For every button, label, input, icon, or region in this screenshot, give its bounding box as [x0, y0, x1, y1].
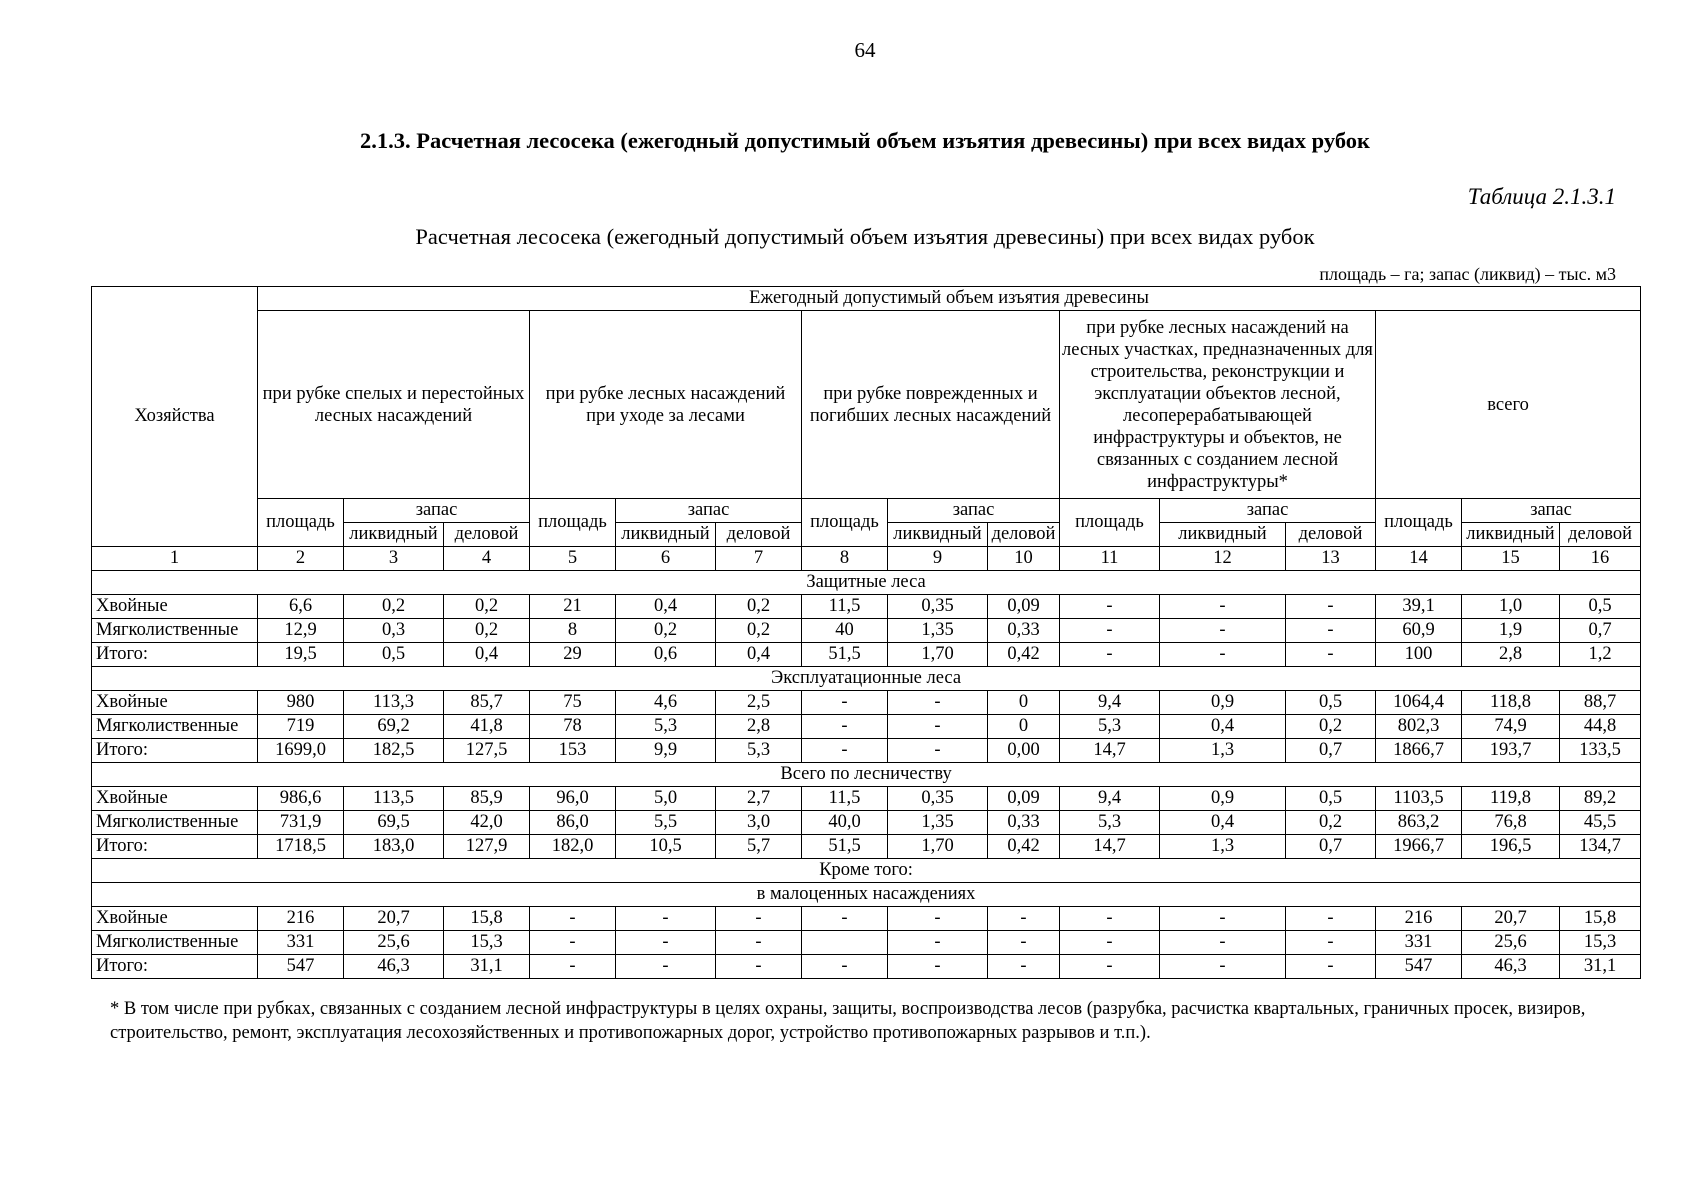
header-group-total: всего	[1376, 311, 1641, 499]
table-cell	[802, 931, 888, 955]
table-cell: 2,8	[716, 715, 802, 739]
table-cell: -	[716, 931, 802, 955]
table-cell: 0,5	[1286, 691, 1376, 715]
section-title-cell: Защитные леса	[92, 571, 1641, 595]
header-stock: запас	[1160, 499, 1376, 523]
table-cell: 863,2	[1376, 811, 1462, 835]
column-number: 3	[344, 547, 444, 571]
table-cell: 2,7	[716, 787, 802, 811]
table-cell: 100	[1376, 643, 1462, 667]
table-cell: 6,6	[258, 595, 344, 619]
table-cell: 731,9	[258, 811, 344, 835]
section-title-cell: Всего по лесничеству	[92, 763, 1641, 787]
table-cell: 44,8	[1560, 715, 1641, 739]
table-cell: 42,0	[444, 811, 530, 835]
header-business: деловой	[716, 523, 802, 547]
table-cell: 1,9	[1462, 619, 1560, 643]
table-cell: 119,8	[1462, 787, 1560, 811]
table-cell: 1,0	[1462, 595, 1560, 619]
table-cell: -	[530, 931, 616, 955]
table-cell: -	[1286, 643, 1376, 667]
table-cell: 45,5	[1560, 811, 1641, 835]
table-cell: 20,7	[1462, 907, 1560, 931]
header-area: площадь	[258, 499, 344, 547]
table-cell: 0,4	[1160, 715, 1286, 739]
column-number: 12	[1160, 547, 1286, 571]
header-area: площадь	[530, 499, 616, 547]
table-cell: 1699,0	[258, 739, 344, 763]
table-cell: 0,33	[988, 811, 1060, 835]
header-row-1	[92, 287, 1641, 311]
table-cell: 89,2	[1560, 787, 1641, 811]
table-cell: 51,5	[802, 643, 888, 667]
column-number: 1	[92, 547, 258, 571]
table-cell: 0,2	[444, 619, 530, 643]
table-cell: 980	[258, 691, 344, 715]
table-cell: -	[1286, 931, 1376, 955]
table-cell: 15,3	[1560, 931, 1641, 955]
table-cell: 11,5	[802, 595, 888, 619]
table-cell: 0,7	[1560, 619, 1641, 643]
table-cell: 0,35	[888, 595, 988, 619]
header-business: деловой	[1560, 523, 1641, 547]
table-cell: 11,5	[802, 787, 888, 811]
table-cell: 4,6	[616, 691, 716, 715]
table-cell: -	[530, 907, 616, 931]
table-cell: 0,42	[988, 643, 1060, 667]
table-cell: 12,9	[258, 619, 344, 643]
row-label: Хвойные	[92, 907, 258, 931]
table-cell: 0,4	[616, 595, 716, 619]
table-cell: -	[802, 955, 888, 979]
table-cell: -	[1160, 643, 1286, 667]
table-cell: -	[802, 739, 888, 763]
header-group-mature: при рубке спелых и перестойных лесных насаждений	[258, 311, 530, 499]
table-cell: -	[716, 955, 802, 979]
table-cell: 96,0	[530, 787, 616, 811]
table-cell: 0,2	[1286, 811, 1376, 835]
table-cell: 29	[530, 643, 616, 667]
row-label: Хвойные	[92, 595, 258, 619]
column-number: 8	[802, 547, 888, 571]
table-cell: -	[802, 715, 888, 739]
table-cell: 74,9	[1462, 715, 1560, 739]
table-cell: 31,1	[1560, 955, 1641, 979]
table-row	[92, 595, 1641, 619]
table-cell: 51,5	[802, 835, 888, 859]
table-cell: -	[616, 955, 716, 979]
header-group-damaged: при рубке поврежденных и погибших лесных насаждений	[802, 311, 1060, 499]
table-cell: -	[716, 907, 802, 931]
table-cell: -	[1060, 907, 1160, 931]
table-cell: 14,7	[1060, 739, 1160, 763]
table-cell: -	[1286, 619, 1376, 643]
table-cell: 31,1	[444, 955, 530, 979]
table-cell: -	[888, 739, 988, 763]
header-annual-volume: Ежегодный допустимый объем изъятия древесины	[258, 287, 1641, 311]
section-header-row	[92, 859, 1641, 883]
table-cell: 133,5	[1560, 739, 1641, 763]
header-business: деловой	[444, 523, 530, 547]
table-cell: 216	[1376, 907, 1462, 931]
table-cell: 182,5	[344, 739, 444, 763]
column-number: 6	[616, 547, 716, 571]
header-area: площадь	[802, 499, 888, 547]
table-cell: -	[888, 715, 988, 739]
table-cell: 75	[530, 691, 616, 715]
table-cell: 0,9	[1160, 691, 1286, 715]
table-cell: 193,7	[1462, 739, 1560, 763]
table-cell: 719	[258, 715, 344, 739]
table-cell: 5,5	[616, 811, 716, 835]
table-cell: 5,3	[1060, 715, 1160, 739]
table-row	[92, 691, 1641, 715]
table-cell: 46,3	[1462, 955, 1560, 979]
table-cell: -	[988, 907, 1060, 931]
table-cell: 9,4	[1060, 787, 1160, 811]
column-number: 5	[530, 547, 616, 571]
table-cell: 0,5	[1560, 595, 1641, 619]
table-cell: 3,0	[716, 811, 802, 835]
table-cell: 0,4	[716, 643, 802, 667]
row-label: Хвойные	[92, 787, 258, 811]
table-cell: 15,3	[444, 931, 530, 955]
header-liquid: ликвидный	[1160, 523, 1286, 547]
table-cell: 986,6	[258, 787, 344, 811]
table-cell: 1064,4	[1376, 691, 1462, 715]
logging-table	[91, 286, 1641, 979]
row-label: Итого:	[92, 955, 258, 979]
table-cell: 5,3	[616, 715, 716, 739]
table-cell: 40,0	[802, 811, 888, 835]
header-business: деловой	[988, 523, 1060, 547]
table-cell: 0,2	[716, 619, 802, 643]
table-cell: 0,35	[888, 787, 988, 811]
table-cell: 40	[802, 619, 888, 643]
table-cell: 331	[258, 931, 344, 955]
table-number: Таблица 2.1.3.1	[1467, 184, 1616, 209]
table-cell: 0,2	[616, 619, 716, 643]
table-cell: -	[888, 691, 988, 715]
header-business: деловой	[1286, 523, 1376, 547]
table-cell: 0,2	[444, 595, 530, 619]
table-cell: 0,2	[1286, 715, 1376, 739]
table-cell: -	[1060, 619, 1160, 643]
table-cell: 1966,7	[1376, 835, 1462, 859]
table-cell: 0,5	[344, 643, 444, 667]
table-cell: 15,8	[444, 907, 530, 931]
header-liquid: ликвидный	[344, 523, 444, 547]
header-stock: запас	[1462, 499, 1641, 523]
table-cell: -	[1160, 955, 1286, 979]
table-row	[92, 715, 1641, 739]
column-number: 11	[1060, 547, 1160, 571]
table-cell: -	[888, 955, 988, 979]
table-cell: 1718,5	[258, 835, 344, 859]
table-cell: -	[988, 955, 1060, 979]
header-area: площадь	[1060, 499, 1160, 547]
table-cell: -	[1160, 907, 1286, 931]
footnote: * В том числе при рубках, связанных с созданием лесной инфраструктуры в целях охраны, защиты, воспроизводства лесов (разрубка, расчистка квартальных, граничных просек, визиров, строительство, ремонт, эксплуатация лесохозяйственных и противопожарных дорог, устройство противопожарных разрывов и т.п.).	[110, 999, 1586, 1043]
table-cell: 14,7	[1060, 835, 1160, 859]
table-cell: -	[1286, 595, 1376, 619]
table-cell: 127,9	[444, 835, 530, 859]
table-cell: 25,6	[1462, 931, 1560, 955]
table-cell: 0	[988, 715, 1060, 739]
column-number: 16	[1560, 547, 1641, 571]
table-cell: 1,3	[1160, 835, 1286, 859]
table-cell: -	[1060, 643, 1160, 667]
table-cell: 9,4	[1060, 691, 1160, 715]
table-cell: 8	[530, 619, 616, 643]
header-area: площадь	[1376, 499, 1462, 547]
table-cell: 9,9	[616, 739, 716, 763]
table-cell: 127,5	[444, 739, 530, 763]
table-cell: 1,35	[888, 811, 988, 835]
table-cell: 88,7	[1560, 691, 1641, 715]
table-cell: 39,1	[1376, 595, 1462, 619]
table-cell: 0,09	[988, 595, 1060, 619]
header-stock: запас	[344, 499, 530, 523]
table-cell: 1,35	[888, 619, 988, 643]
table-row	[92, 835, 1641, 859]
table-cell: -	[616, 931, 716, 955]
table-cell: 118,8	[1462, 691, 1560, 715]
table-cell: 1,70	[888, 835, 988, 859]
table-cell: 41,8	[444, 715, 530, 739]
table-cell: -	[1286, 955, 1376, 979]
table-cell: -	[802, 691, 888, 715]
table-row	[92, 643, 1641, 667]
section-header-row	[92, 763, 1641, 787]
column-number: 2	[258, 547, 344, 571]
row-label: Итого:	[92, 835, 258, 859]
page-number: 64	[854, 38, 876, 62]
table-cell: 2,5	[716, 691, 802, 715]
table-cell: 113,5	[344, 787, 444, 811]
table-cell: 1,70	[888, 643, 988, 667]
table-cell: 86,0	[530, 811, 616, 835]
table-cell: 1,2	[1560, 643, 1641, 667]
table-cell: 0,09	[988, 787, 1060, 811]
table-cell: 2,8	[1462, 643, 1560, 667]
table-cell: 25,6	[344, 931, 444, 955]
table-cell: 0,4	[444, 643, 530, 667]
table-cell: -	[1160, 595, 1286, 619]
header-group-construction: при рубке лесных насаждений на лесных участках, предназначенных для строительства, реконструкции и эксплуатации объектов лесной, лесоперерабатывающей инфраструктуры и объектов, не связанных с созданием лесной инфраструктуры*	[1060, 311, 1376, 499]
table-cell: 10,5	[616, 835, 716, 859]
table-cell: 21	[530, 595, 616, 619]
header-stock: запас	[616, 499, 802, 523]
table-cell: 0,33	[988, 619, 1060, 643]
section-title-cell: Кроме того:	[92, 859, 1641, 883]
table-cell: 0,7	[1286, 739, 1376, 763]
table-cell: 802,3	[1376, 715, 1462, 739]
header-row-2	[92, 311, 1641, 499]
section-title-cell: Эксплуатационные леса	[92, 667, 1641, 691]
header-liquid: ликвидный	[616, 523, 716, 547]
table-cell: -	[888, 907, 988, 931]
table-cell: 0,5	[1286, 787, 1376, 811]
table-cell: -	[1060, 931, 1160, 955]
table-cell: 134,7	[1560, 835, 1641, 859]
table-cell: 5,3	[716, 739, 802, 763]
table-caption: Расчетная лесосека (ежегодный допустимый объем изъятия древесины) при всех видах рубок	[415, 224, 1315, 249]
column-number: 13	[1286, 547, 1376, 571]
table-cell: 5,3	[1060, 811, 1160, 835]
table-cell: -	[1160, 931, 1286, 955]
table-cell: -	[988, 931, 1060, 955]
table-row	[92, 787, 1641, 811]
table-cell: 0,42	[988, 835, 1060, 859]
table-cell: 113,3	[344, 691, 444, 715]
table-cell: -	[802, 907, 888, 931]
table-cell: 196,5	[1462, 835, 1560, 859]
header-liquid: ликвидный	[1462, 523, 1560, 547]
table-cell: -	[616, 907, 716, 931]
table-cell: 1,3	[1160, 739, 1286, 763]
table-cell: 69,2	[344, 715, 444, 739]
row-label: Мягколиственные	[92, 715, 258, 739]
table-cell: 216	[258, 907, 344, 931]
table-cell: 1866,7	[1376, 739, 1462, 763]
table-row	[92, 619, 1641, 643]
table-cell: 5,7	[716, 835, 802, 859]
table-cell: 0,3	[344, 619, 444, 643]
table-cell: 183,0	[344, 835, 444, 859]
table-cell: 85,9	[444, 787, 530, 811]
row-label: Мягколиственные	[92, 931, 258, 955]
table-cell: 78	[530, 715, 616, 739]
table-cell: 85,7	[444, 691, 530, 715]
table-body	[92, 571, 1641, 979]
table-cell: 0	[988, 691, 1060, 715]
column-number: 10	[988, 547, 1060, 571]
section-header-row	[92, 883, 1641, 907]
section-header-row	[92, 667, 1641, 691]
table-cell: 15,8	[1560, 907, 1641, 931]
table-cell: 19,5	[258, 643, 344, 667]
table-cell: 0,2	[716, 595, 802, 619]
table-cell: 331	[1376, 931, 1462, 955]
header-farms: Хозяйства	[92, 287, 258, 547]
table-cell: -	[888, 931, 988, 955]
row-label: Мягколиственные	[92, 619, 258, 643]
table-cell: -	[530, 955, 616, 979]
table-cell: -	[1160, 619, 1286, 643]
table-cell: 60,9	[1376, 619, 1462, 643]
section-title: 2.1.3. Расчетная лесосека (ежегодный допустимый объем изъятия древесины) при всех видах рубок	[359, 128, 1370, 153]
table-cell: 0,2	[344, 595, 444, 619]
table-cell: -	[1286, 907, 1376, 931]
row-label: Хвойные	[92, 691, 258, 715]
table-cell: 153	[530, 739, 616, 763]
header-group-care: при рубке лесных насаждений при уходе за лесами	[530, 311, 802, 499]
table-row	[92, 739, 1641, 763]
table-cell: -	[1060, 955, 1160, 979]
table-row	[92, 931, 1641, 955]
row-label: Итого:	[92, 643, 258, 667]
table-cell: 547	[258, 955, 344, 979]
table-row	[92, 955, 1641, 979]
header-stock: запас	[888, 499, 1060, 523]
table-cell: 0,9	[1160, 787, 1286, 811]
section-header-row	[92, 571, 1641, 595]
table-cell: -	[1060, 595, 1160, 619]
row-label: Итого:	[92, 739, 258, 763]
column-number: 4	[444, 547, 530, 571]
table-cell: 69,5	[344, 811, 444, 835]
table-cell: 0,7	[1286, 835, 1376, 859]
table-cell: 0,00	[988, 739, 1060, 763]
table-cell: 46,3	[344, 955, 444, 979]
table-row	[92, 907, 1641, 931]
table-row	[92, 811, 1641, 835]
section-title-cell: в малоценных насаждениях	[92, 883, 1641, 907]
table-cell: 1103,5	[1376, 787, 1462, 811]
table-cell: 547	[1376, 955, 1462, 979]
table-cell: 0,4	[1160, 811, 1286, 835]
header-row-3	[92, 499, 1641, 523]
column-number: 15	[1462, 547, 1560, 571]
table-cell: 5,0	[616, 787, 716, 811]
column-number: 14	[1376, 547, 1462, 571]
column-number-row	[92, 547, 1641, 571]
units-note: площадь – га; запас (ликвид) – тыс. м3	[1319, 264, 1616, 284]
table-header	[92, 287, 1641, 571]
row-label: Мягколиственные	[92, 811, 258, 835]
table-cell: 182,0	[530, 835, 616, 859]
column-number: 9	[888, 547, 988, 571]
column-number: 7	[716, 547, 802, 571]
header-liquid: ликвидный	[888, 523, 988, 547]
table-cell: 76,8	[1462, 811, 1560, 835]
table-cell: 0,6	[616, 643, 716, 667]
table-cell: 20,7	[344, 907, 444, 931]
